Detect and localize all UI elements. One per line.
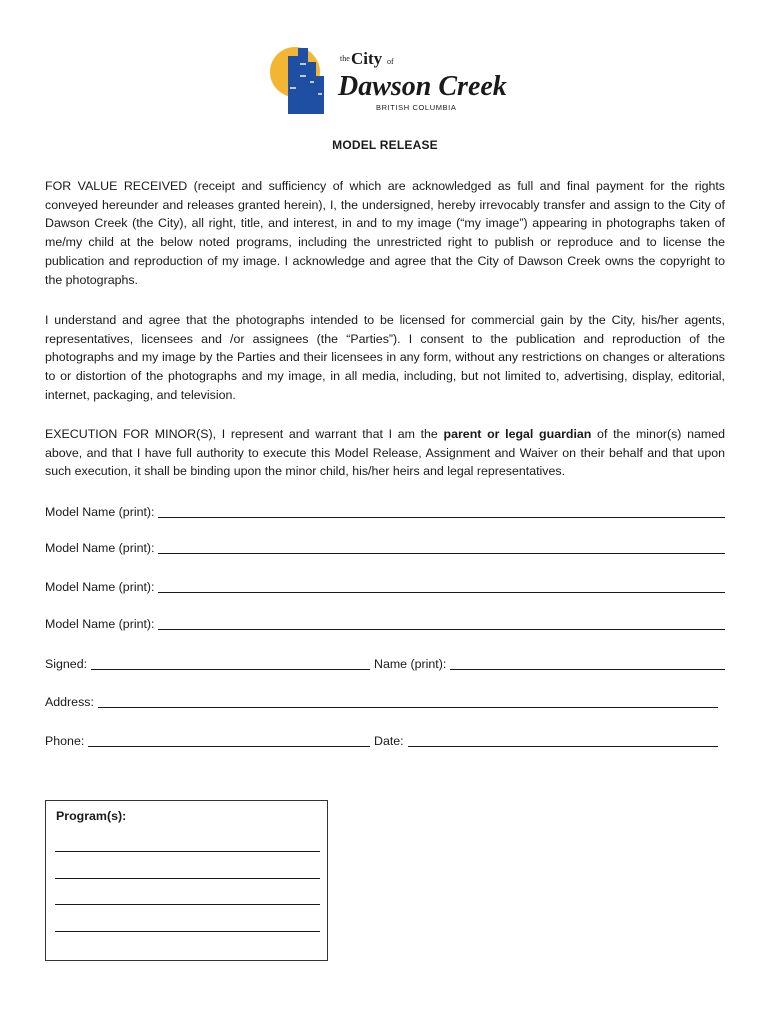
svg-text:BRITISH COLUMBIA: BRITISH COLUMBIA — [376, 103, 457, 112]
svg-text:Dawson Creek: Dawson Creek — [338, 71, 507, 102]
program-input-line-4[interactable] — [55, 931, 320, 932]
svg-text:City: City — [351, 49, 383, 68]
model-name-label: Model Name (print): — [45, 505, 155, 519]
name-print-field — [374, 654, 725, 672]
model-name-field-3 — [45, 577, 725, 595]
svg-text:the: the — [340, 54, 350, 63]
model-name-input-line[interactable] — [158, 580, 725, 593]
address-label: Address: — [45, 695, 94, 709]
phone-field — [45, 731, 370, 749]
program-input-line-3[interactable] — [55, 904, 320, 905]
name-print-input-line[interactable] — [450, 657, 725, 670]
phone-label: Phone: — [45, 734, 85, 748]
building-icon — [288, 48, 324, 114]
model-name-label: Model Name (print): — [45, 580, 155, 594]
date-label: Date: — [374, 734, 404, 748]
model-name-label: Model Name (print): — [45, 617, 155, 631]
phone-input-line[interactable] — [88, 734, 370, 747]
svg-text:of: of — [387, 57, 394, 66]
signed-label: Signed: — [45, 657, 88, 671]
model-name-input-line[interactable] — [158, 505, 725, 518]
date-field — [374, 731, 718, 749]
model-name-input-line[interactable] — [158, 617, 725, 630]
city-of-dawson-creek-logo — [262, 42, 512, 118]
model-name-input-line[interactable] — [158, 541, 725, 554]
signature-input-line[interactable] — [91, 657, 370, 670]
model-name-field-2 — [45, 538, 725, 556]
document-title: MODEL RELEASE — [332, 138, 438, 152]
address-input-line[interactable] — [98, 695, 718, 708]
program-input-line-1[interactable] — [55, 851, 320, 852]
value-received-paragraph: FOR VALUE RECEIVED (receipt and sufficiency of which are acknowledged as full and final payment for the rights conveyed hereunder and releases granted herein), I, the undersigned, hereby irrevocably transfer and assign to the City of Dawson Creek (the City), all right, title, and interest, in and to my image (“my image”) appearing in photographs taken of me/my child at the below noted programs, including the unrestricted right to publish or reproduce and to license the publication and reproduction of my image. I acknowledge and agree that the City of Dawson Creek owns the copyright to the photographs. — [45, 179, 725, 287]
signed-field — [45, 654, 370, 672]
model-name-field-1 — [45, 502, 725, 520]
date-input-line[interactable] — [408, 734, 718, 747]
model-name-label: Model Name (print): — [45, 541, 155, 555]
name-print-label: Name (print): — [374, 657, 447, 671]
address-field — [45, 692, 718, 710]
license-consent-paragraph: I understand and agree that the photographs intended to be licensed for commercial gain by the City, his/her agents, representatives, licensees and /or assignees (the “Parties”). I consent to the publication and reproduction of the photographs and my image by the Parties and their licensees in any form, without any restrictions on changes or alterations to or distortion of the photographs and my image, in all media, including, but not limited to, advertising, display, editorial, internet, packaging, and television. — [45, 313, 725, 402]
minor-execution-paragraph: EXECUTION FOR MINOR(S), I represent and warrant that I am the parent or legal guardian of the minor(s) named above, and that I have full authority to execute this Model Release, Assignment and Waiver on their behalf and that upon such execution, it shall be binding upon the minor child, his/her heirs and legal representatives. — [45, 427, 725, 479]
programs-label: Program(s): — [56, 809, 127, 823]
program-input-line-2[interactable] — [55, 878, 320, 879]
model-name-field-4 — [45, 614, 725, 632]
programs-box — [45, 800, 328, 961]
